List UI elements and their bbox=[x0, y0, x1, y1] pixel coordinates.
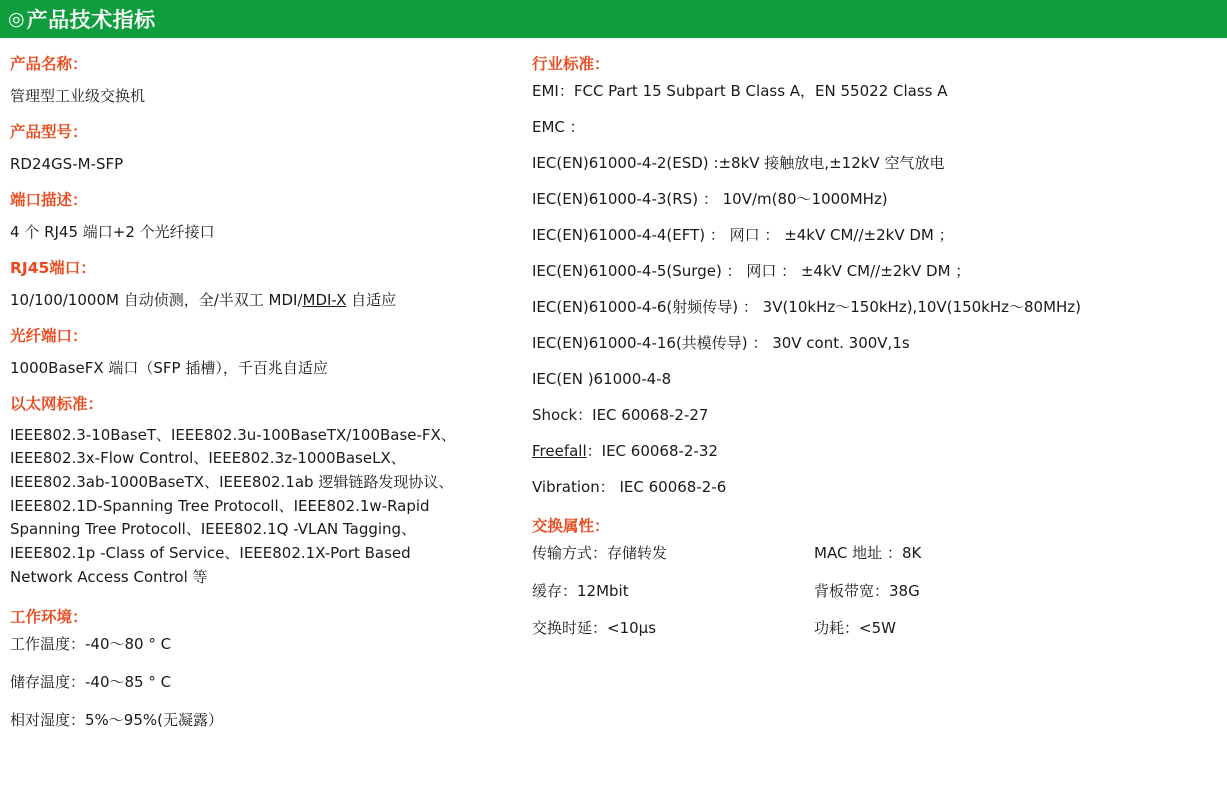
section-title-fiber-port: 光纤端口： bbox=[10, 326, 88, 345]
list-item: IEEE802.1D-Spanning Tree Protocoll、IEEE802.1w-Rapid bbox=[10, 496, 430, 515]
ethernet-standards-list bbox=[10, 424, 515, 590]
list-item: Vibration： IEC 60068-2-6 bbox=[532, 477, 727, 496]
attr-cell: 缓存：12Mbit bbox=[532, 581, 629, 600]
section-title-work-environment: 工作环境： bbox=[10, 608, 88, 627]
attr-cell: 传输方式：存储转发 bbox=[532, 544, 668, 563]
list-item: Shock：IEC 60068-2-27 bbox=[532, 405, 709, 424]
attr-cell: MAC 地址 ：8K bbox=[814, 544, 922, 563]
section-title-product-name: 产品名称： bbox=[10, 55, 88, 73]
list-item: IEEE802.1p -Class of Service、IEEE802.1X-Port Based bbox=[10, 544, 411, 563]
product-name-value: 管理型工业级交换机 bbox=[10, 86, 146, 105]
list-item: 相对湿度：5%～95%(无凝露） bbox=[10, 711, 223, 730]
fiber-port-value: 1000BaseFX 端口（SFP 插槽），千百兆自适应 bbox=[10, 358, 328, 377]
work-environment-list bbox=[10, 637, 515, 728]
freefall-value: ：IEC 60068-2-32 bbox=[586, 441, 718, 460]
rj45-value-post: 自适应 bbox=[346, 290, 397, 309]
list-item: IEEE802.3ab-1000BaseTX、IEEE802.1ab 逻辑链路发现协议、 bbox=[10, 472, 454, 491]
list-item: Spanning Tree Protocoll、IEEE802.1Q -VLAN Tagging、 bbox=[10, 520, 417, 539]
section-title-switch-attributes: 交换属性： bbox=[532, 516, 610, 535]
rj45-port-value bbox=[10, 288, 515, 312]
list-item: Network Access Control 等 bbox=[10, 567, 208, 586]
list-item: IEC(EN)61000-4-5(Surge) ： 网口 ： ±4kV CM//±2kV DM ； bbox=[532, 261, 971, 280]
section-title-ethernet-standards: 以太网标准： bbox=[10, 394, 104, 413]
content-columns bbox=[0, 38, 1227, 751]
list-item: IEC(EN)61000-4-16(共模传导) ： 30V cont. 300V,1s bbox=[532, 333, 910, 352]
section-title-product-model: 产品型号： bbox=[10, 122, 88, 141]
list-item: IEEE802.3x-Flow Control、IEEE802.3z-1000BaseLX、 bbox=[10, 449, 406, 468]
right-column bbox=[515, 54, 1215, 751]
attr-cell: 背板带宽：38G bbox=[814, 581, 920, 600]
product-model-value: RD24GS-M-SFP bbox=[10, 154, 124, 173]
list-item: EMI：FCC Part 15 Subpart B Class A，EN 55022 Class A bbox=[532, 81, 948, 100]
rj45-value-underlined: MDI-X bbox=[302, 290, 347, 309]
list-item: 储存温度：-40～85 ° C bbox=[10, 673, 172, 692]
list-item: IEC(EN)61000-4-4(EFT) ： 网口 ： ±4kV CM//±2kV DM ； bbox=[532, 225, 954, 244]
list-item: 工作温度：-40～80 ° C bbox=[10, 635, 172, 654]
switch-attributes-grid bbox=[532, 545, 1215, 637]
page-title: 产品技术指标 bbox=[26, 8, 156, 32]
rj45-value-pre: 10/100/1000M 自动侦测，全/半双工 MDI/ bbox=[10, 290, 303, 309]
list-item: IEC(EN)61000-4-6(射频传导) ： 3V(10kHz～150kHz),10V(150kHz～80MHz) bbox=[532, 297, 1082, 316]
section-title-port-description: 端口描述： bbox=[10, 190, 88, 209]
section-title-rj45-port: RJ45端口： bbox=[10, 258, 96, 277]
attr-cell: 功耗：<5W bbox=[814, 619, 896, 638]
list-item: IEEE802.3-10BaseT、IEEE802.3u-100BaseTX/100Base-FX、 bbox=[10, 425, 456, 444]
page-header bbox=[0, 0, 1227, 38]
section-title-industry-standards: 行业标准： bbox=[532, 55, 610, 73]
list-item: EMC ： bbox=[532, 117, 585, 136]
port-description-value: 4 个 RJ45 端口+2 个光纤接口 bbox=[10, 222, 215, 241]
list-item: IEC(EN)61000-4-2(ESD) :±8kV 接触放电,±12kV 空气放电 bbox=[532, 153, 945, 172]
industry-standards-list bbox=[532, 81, 1215, 496]
list-item: IEC(EN)61000-4-3(RS) ： 10V/m(80～1000MHz) bbox=[532, 189, 888, 208]
circle-bullet-icon: ◎ bbox=[8, 7, 25, 30]
attr-cell: 交换时延：<10μs bbox=[532, 619, 657, 638]
list-item: IEC(EN )61000-4-8 bbox=[532, 369, 672, 388]
list-item-freefall bbox=[532, 441, 1215, 460]
left-column bbox=[0, 54, 515, 751]
freefall-label: Freefall bbox=[532, 441, 587, 460]
